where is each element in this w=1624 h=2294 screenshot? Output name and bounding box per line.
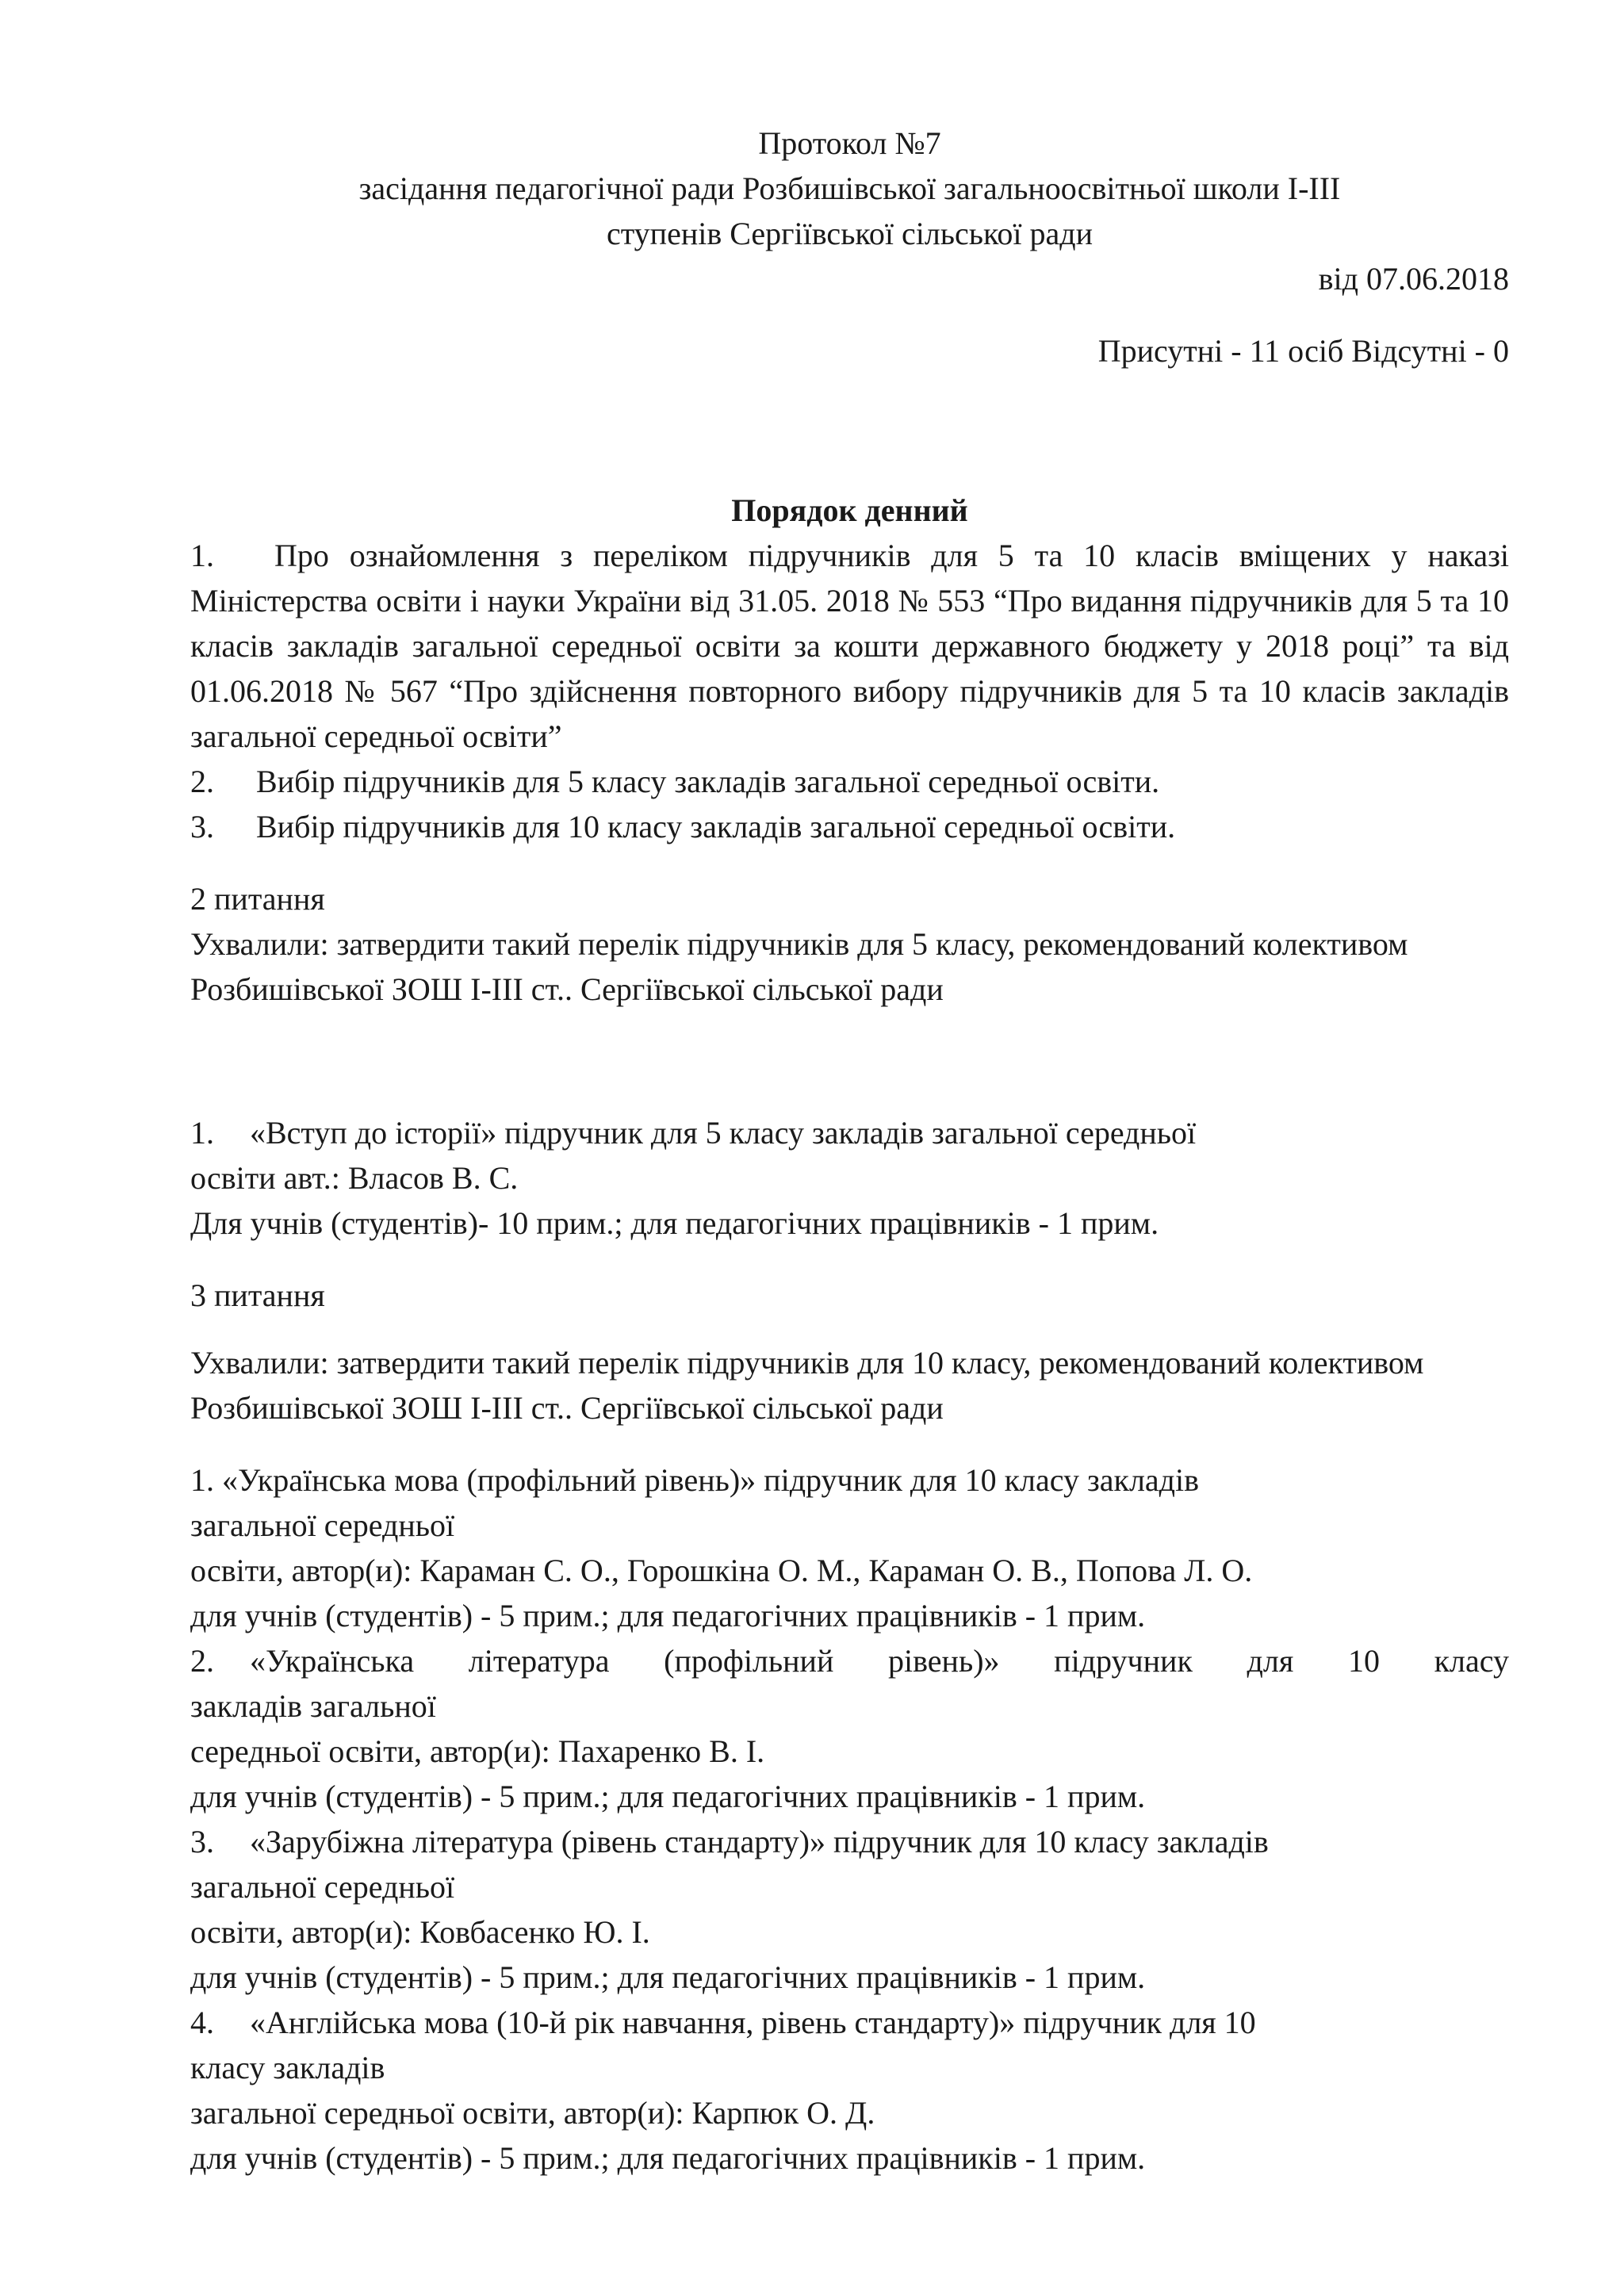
book-copies-line: для учнів (студентів) - 5 прим.; для педагогічних працівників - 1 прим. (190, 1598, 1146, 1633)
agenda-item-number: 1. (190, 538, 214, 573)
protocol-header (190, 121, 1509, 256)
question3-heading: 3 питання (190, 1277, 325, 1313)
book-author-line: середньої освіти, автор(и): Пахаренко В. І. (190, 1733, 765, 1769)
book-title-line: «Українська мова (профільний рівень)» підручник для 10 класу закладів (222, 1462, 1200, 1498)
question3-book (190, 1638, 1509, 1819)
book-author-line: освіти авт.: Власов В. С. (190, 1160, 519, 1196)
agenda-item (190, 533, 1509, 759)
book-author-line: загальної середньої освіти, автор(и): Карпюк О. Д. (190, 2095, 875, 2131)
book-title-continuation: загальної середньої (190, 1507, 455, 1543)
agenda-item (190, 759, 1509, 804)
agenda-title: Порядок денний (731, 492, 968, 528)
book-copies-line: для учнів (студентів) - 5 прим.; для педагогічних працівників - 1 прим. (190, 2140, 1146, 2176)
question2-heading: 2 питання (190, 881, 325, 917)
agenda-item (190, 804, 1509, 849)
agenda-item-number: 2. (190, 764, 214, 799)
document-body (190, 121, 1509, 2181)
book-title-line: «Вступ до історії» підручник для 5 класу закладів загальної середньої (250, 1115, 1197, 1151)
book-copies-line: Для учнів (студентів)- 10 прим.; для педагогічних працівників - 1 прим. (190, 1205, 1159, 1241)
question3-book (190, 1819, 1509, 2000)
question2-decision: Ухвалили: затвердити такий перелік підручників для 5 класу, рекомендований колективом Розбишівської ЗОШ І-ІІІ ст.. Сергіївської сільської ради (190, 926, 1408, 1007)
question3-book (190, 2000, 1509, 2181)
book-title-line: «Зарубіжна література (рівень стандарту)» підручник для 10 класу закладів (250, 1824, 1269, 1859)
book-copies-line: для учнів (студентів) - 5 прим.; для педагогічних працівників - 1 прим. (190, 1779, 1146, 1814)
book-number: 2. (190, 1643, 214, 1679)
protocol-subtitle-line1: засідання педагогічної ради Розбишівської загальноосвітньої школи І-ІІІ (358, 170, 1341, 206)
book-title-line: «Англійська мова (10-й рік навчання, рівень стандарту)» підручник для 10 (250, 2005, 1256, 2040)
book-number: 4. (190, 2005, 214, 2040)
book-copies-line: для учнів (студентів) - 5 прим.; для педагогічних працівників - 1 прим. (190, 1959, 1146, 1995)
protocol-date: від 07.06.2018 (1318, 261, 1509, 297)
agenda-item-text: Вибір підручників для 10 класу закладів загальної середньої освіти. (256, 809, 1176, 844)
book-author-line: освіти, автор(и): Караман С. О., Горошкіна О. М., Караман О. В., Попова Л. О. (190, 1553, 1253, 1588)
book-title-line: «Українська література (профільний рівень)» підручник для 10 класу (250, 1643, 1509, 1679)
agenda-item-text: Про ознайомлення з переліком підручників для 5 та 10 класів вміщених у наказі Міністерства освіти і науки України від 31.05. 2018 № 553 “Про видання підручників для 5 та 10 класів закладів загальної середньої освіти за кошти державного бюджету у 2018 році” та від 01.06.2018 № 567 “Про здійснення повторного вибору підручників для 5 та 10 класів закладів загальної середньої освіти” (190, 538, 1509, 754)
book-title-continuation: загальної середньої (190, 1869, 455, 1905)
book-number: 3. (190, 1824, 214, 1859)
book-number: 1. (190, 1115, 214, 1151)
question3-decision: Ухвалили: затвердити такий перелік підручників для 10 класу, рекомендований колективом Розбишівської ЗОШ І-ІІІ ст.. Сергіївської сільської ради (190, 1345, 1424, 1426)
book-number: 1. (190, 1462, 214, 1498)
agenda-item-text: Вибір підручників для 5 класу закладів загальної середньої освіти. (256, 764, 1160, 799)
question2-book (190, 1110, 1509, 1246)
book-title-continuation: закладів загальної (190, 1688, 436, 1724)
attendance-line: Присутні - 11 осіб Відсутні - 0 (1097, 333, 1509, 369)
protocol-title: Протокол №7 (758, 125, 941, 161)
question3-book (190, 1457, 1509, 1638)
book-title-continuation: класу закладів (190, 2050, 385, 2085)
book-author-line: освіти, автор(и): Ковбасенко Ю. І. (190, 1914, 650, 1950)
agenda-item-number: 3. (190, 809, 214, 844)
protocol-subtitle-line2: ступенів Сергіївської сільської ради (606, 216, 1094, 251)
